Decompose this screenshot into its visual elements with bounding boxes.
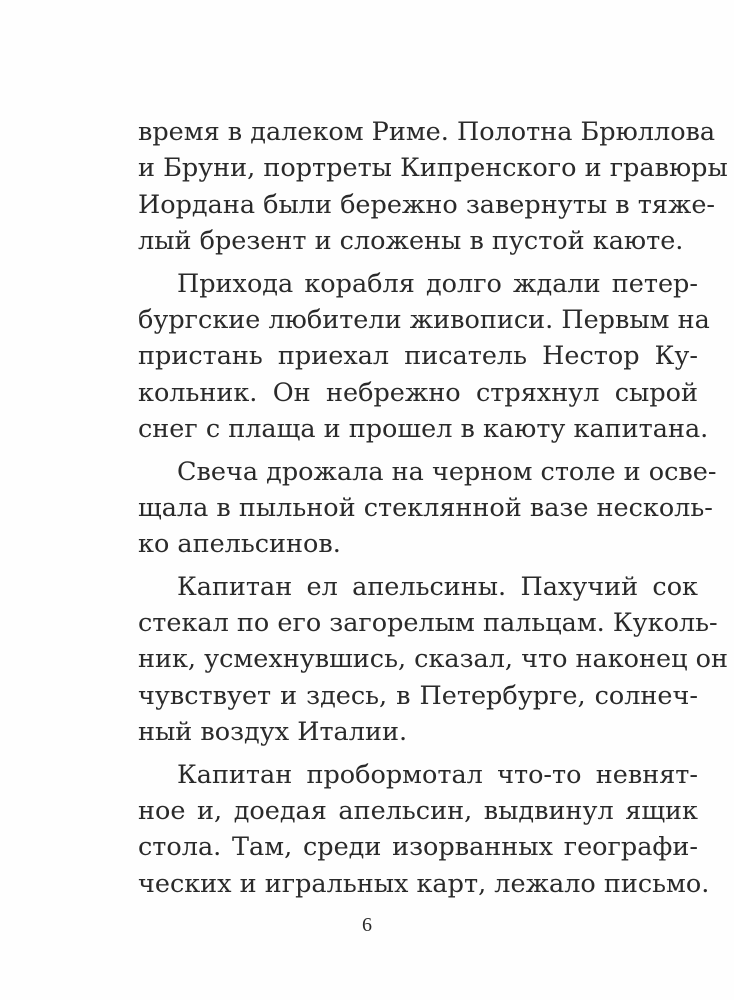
paragraph-2 [138, 266, 710, 448]
text-line: кольник. Он небрежно стряхнул сырой [138, 377, 698, 408]
text-line: лый брезент и сложены в пустой каюте. [138, 226, 684, 257]
body-text [138, 114, 728, 908]
paragraph-1 [138, 114, 728, 260]
text-line: время в далеком Риме. Полотна Брюллова [138, 117, 716, 147]
text-line: Прихода корабля долго ждали петер- [177, 268, 698, 299]
text-line: ный воздух Италии. [138, 717, 408, 748]
text-line: Капитан пробормотал что-то невнят- [177, 759, 698, 790]
text-line: ко апельсинов. [138, 529, 341, 560]
text-line: ческих и игральных карт, лежало письмо. [138, 868, 710, 899]
text-line: чувствует и здесь, в Петербурге, солнеч- [138, 680, 698, 711]
text-line: Иордана были бережно завернуты в тяже- [138, 189, 716, 220]
text-line: Свеча дрожала на черном столе и осве- [177, 456, 717, 487]
text-line: и Бруни, портреты Кипренского и гравюры [138, 153, 728, 184]
paragraph-5 [138, 757, 710, 903]
paragraph-3 [138, 454, 717, 563]
text-line: пристань приехал писатель Нестор Ку- [138, 341, 698, 372]
text-line: снег с плаща и прошел в каюту капитана. [138, 414, 709, 445]
text-line: Капитан ел апельсины. Пахучий сок [177, 571, 698, 602]
text-line: щала в пыльной стеклянной вазе несколь- [138, 492, 713, 523]
text-line: стола. Там, среди изорванных географи- [138, 832, 698, 863]
page-number: 6 [362, 914, 372, 936]
text-line: ное и, доедая апельсин, выдвинул ящик [138, 796, 698, 827]
text-line: стекал по его загорелым пальцам. Куколь- [138, 608, 718, 639]
text-line: ник, усмехнувшись, сказал, что наконец он [138, 644, 728, 675]
paragraph-4 [138, 569, 728, 751]
text-line: бургские любители живописи. Первым на [138, 304, 710, 335]
